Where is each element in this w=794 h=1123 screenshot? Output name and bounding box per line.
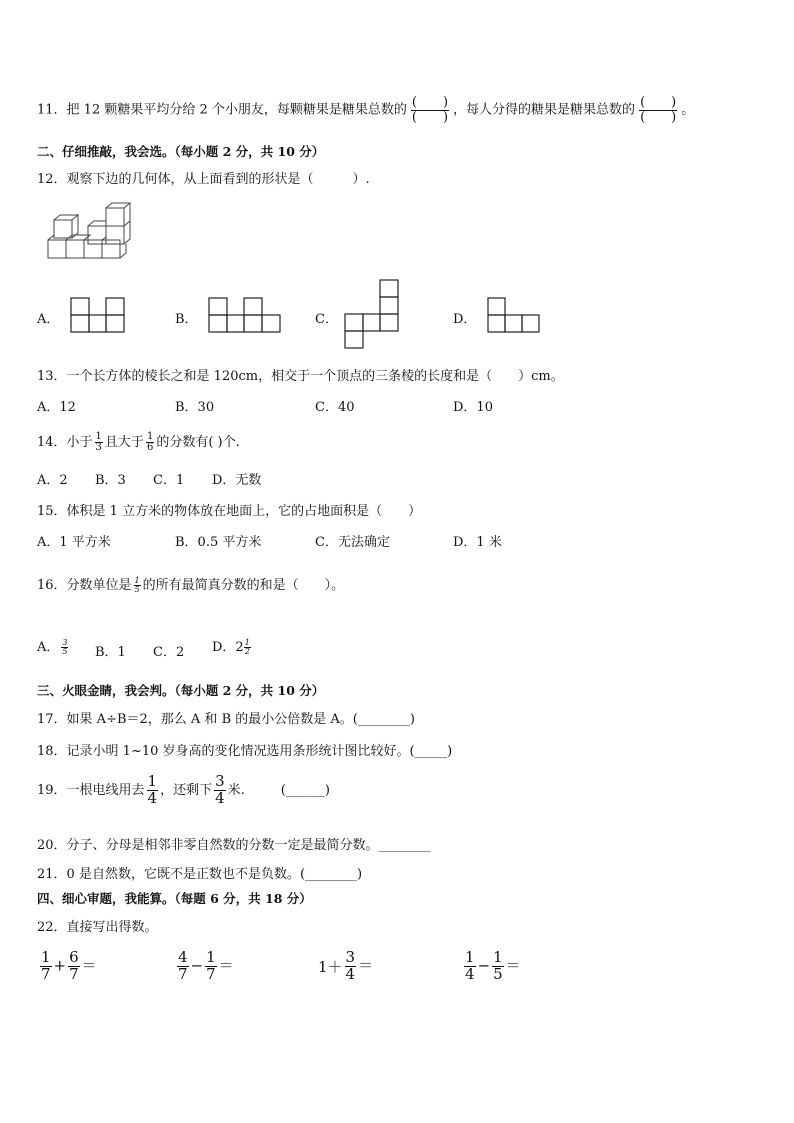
- question-21-text: 21．0 是自然数，它既不是正数也不是负数。(________): [37, 867, 363, 882]
- equals-sign: ＝: [218, 956, 234, 975]
- question-16-option-d[interactable]: [212, 636, 253, 656]
- question-11-number: 11．: [37, 102, 67, 118]
- question-20-text: 20．分子、分母是相邻非零自然数的分数一定是最简分数。________: [37, 838, 431, 853]
- question-14-option-d[interactable]: D．无数: [212, 473, 262, 488]
- question-19-prefix: 19．一根电线用去: [37, 782, 145, 798]
- question-15-option-d[interactable]: D．1 米: [453, 535, 502, 550]
- numerator: 1: [206, 948, 216, 966]
- numerator: 1: [244, 637, 250, 647]
- question-22-text: 22．直接写出得数。: [37, 920, 158, 935]
- question-14: [37, 431, 240, 454]
- equals-sign: ＝: [505, 956, 521, 975]
- answer-fraction-blank-2-denominator: ( ): [640, 109, 677, 125]
- question-15-option-a[interactable]: A．1 平方米: [37, 535, 111, 550]
- whole-number-plus: 1＋: [318, 957, 343, 976]
- denominator: 4: [215, 788, 225, 807]
- expression-4: [462, 950, 521, 983]
- denominator: 4: [147, 788, 158, 807]
- question-12-option-c[interactable]: C．: [315, 312, 338, 327]
- question-13-option-b[interactable]: B．30: [175, 400, 215, 415]
- answer-fraction-blank-2[interactable]: [639, 96, 677, 124]
- expression-2: [175, 950, 234, 983]
- denominator: 2: [244, 647, 250, 656]
- question-19: [37, 774, 330, 807]
- question-11-text-2: ，每人分得的糖果是糖果总数的: [453, 102, 636, 118]
- numerator: 1: [41, 948, 51, 966]
- question-19-suffix: 米.: [227, 782, 245, 798]
- operator: +: [53, 956, 67, 975]
- question-12-option-d[interactable]: D．: [453, 312, 477, 327]
- option-b-top-view-icon: [208, 297, 282, 333]
- question-16-prefix: 16．分数单位是: [37, 578, 132, 593]
- denominator: 7: [206, 964, 216, 983]
- question-13-option-d[interactable]: D．10: [453, 400, 493, 415]
- equals-sign: ＝: [358, 956, 374, 975]
- question-14-prefix: 14．小于: [37, 435, 93, 450]
- operator: −: [190, 956, 204, 975]
- question-15-option-b[interactable]: B．0.5 平方米: [175, 535, 262, 550]
- operator: −: [477, 956, 491, 975]
- fraction: [68, 950, 80, 983]
- question-16-option-c[interactable]: C．2: [153, 645, 185, 660]
- question-14-middle: 且大于: [104, 435, 144, 450]
- question-16-option-b[interactable]: B．1: [95, 645, 126, 660]
- question-11: [37, 96, 694, 124]
- question-13-option-a[interactable]: A．12: [37, 400, 76, 415]
- numerator: 3: [345, 948, 356, 966]
- option-d-top-view-icon: [487, 297, 543, 333]
- question-15-text: 15．体积是 1 立方米的物体放在地面上，它的占地面积是（ ）: [37, 504, 422, 519]
- numerator: 6: [69, 948, 79, 966]
- fraction: [345, 950, 357, 983]
- section-2-heading: 二、仔细推敲，我会选。（每小题 2 分，共 10 分）: [37, 144, 325, 159]
- question-14-suffix: 的分数有( )个.: [156, 435, 240, 450]
- denominator: 5: [493, 964, 503, 983]
- question-16-suffix: 的所有最简真分数的和是（ ）。: [142, 578, 345, 593]
- question-11-end: 。: [681, 102, 695, 118]
- fraction-three-quarters: [214, 774, 226, 807]
- numerator: 1: [493, 948, 503, 966]
- section-4-heading: 四、细心审题，我能算。（每题 6 分，共 18 分）: [37, 891, 312, 906]
- expression-1: [38, 950, 97, 983]
- question-14-option-a[interactable]: A．2: [37, 473, 68, 488]
- question-13-option-c[interactable]: C．40: [315, 400, 355, 415]
- denominator: 7: [178, 964, 188, 983]
- numerator: 1: [134, 575, 140, 585]
- question-16-option-a[interactable]: [37, 636, 70, 656]
- section-3-heading: 三、火眼金睛，我会判。（每小题 2 分，共 10 分）: [37, 683, 325, 698]
- denominator: 3: [95, 442, 102, 453]
- numerator: 1: [147, 772, 158, 790]
- question-13-text: 13．一个长方体的棱长之和是 120cm，相交于一个顶点的三条棱的长度和是（ ）cm。: [37, 369, 564, 384]
- fraction-one-sixth: [146, 432, 154, 454]
- denominator: 5: [134, 585, 140, 594]
- question-11-text-1: 把 12 颗糖果平均分给 2 个小朋友，每颗糖果是糖果总数的: [66, 102, 407, 118]
- denominator: 5: [62, 647, 68, 656]
- fraction-one-fifth: [134, 577, 141, 595]
- cube-solid-figure: [40, 200, 140, 270]
- answer-fraction-blank-1-numerator: ( ): [411, 95, 449, 110]
- question-12-option-b[interactable]: B．: [175, 312, 198, 327]
- fraction: [40, 950, 52, 983]
- question-19-answer-blank[interactable]: (______): [280, 782, 330, 798]
- question-15-option-c[interactable]: C．无法确定: [315, 535, 390, 550]
- fraction-one-third: [95, 432, 103, 454]
- numerator: 1: [146, 430, 154, 442]
- option-label: D．2: [212, 640, 244, 655]
- question-12-option-a[interactable]: A．: [37, 312, 60, 327]
- numerator: 3: [215, 772, 225, 790]
- denominator: 7: [41, 964, 51, 983]
- option-label: A．: [37, 640, 60, 655]
- question-16: [37, 574, 344, 594]
- denominator: 4: [465, 964, 475, 983]
- numerator: 1: [465, 948, 475, 966]
- answer-fraction-blank-1[interactable]: [411, 96, 449, 124]
- question-18-text: 18．记录小明 1~10 岁身高的变化情况选用条形统计图比较好。(_____): [37, 744, 453, 759]
- question-14-option-c[interactable]: C．1: [153, 473, 185, 488]
- option-c-top-view-icon: [344, 279, 400, 349]
- numerator: 1: [95, 430, 102, 442]
- answer-fraction-blank-1-denominator: ( ): [411, 109, 449, 125]
- numerator: 3: [62, 637, 68, 647]
- denominator: 6: [146, 442, 154, 453]
- fraction: [177, 950, 189, 983]
- option-a-top-view-icon: [70, 297, 126, 333]
- answer-fraction-blank-2-numerator: ( ): [640, 95, 677, 110]
- denominator: 7: [69, 964, 79, 983]
- expression-3: [318, 950, 373, 983]
- fraction-one-quarter: [147, 774, 159, 807]
- fraction-one-half: [244, 639, 251, 657]
- question-17-text: 17．如果 A÷B＝2，那么 A 和 B 的最小公倍数是 A。(________): [37, 712, 415, 727]
- question-14-option-b[interactable]: B．3: [95, 473, 126, 488]
- numerator: 4: [178, 948, 188, 966]
- question-19-middle: ，还剩下: [160, 782, 213, 798]
- fraction: [205, 950, 217, 983]
- fraction: [464, 950, 476, 983]
- fraction: [492, 950, 504, 983]
- denominator: 4: [345, 964, 356, 983]
- fraction-three-fifths: [61, 639, 68, 657]
- question-12-text: 12．观察下边的几何体，从上面看到的形状是（ ）.: [37, 172, 370, 187]
- equals-sign: ＝: [81, 956, 97, 975]
